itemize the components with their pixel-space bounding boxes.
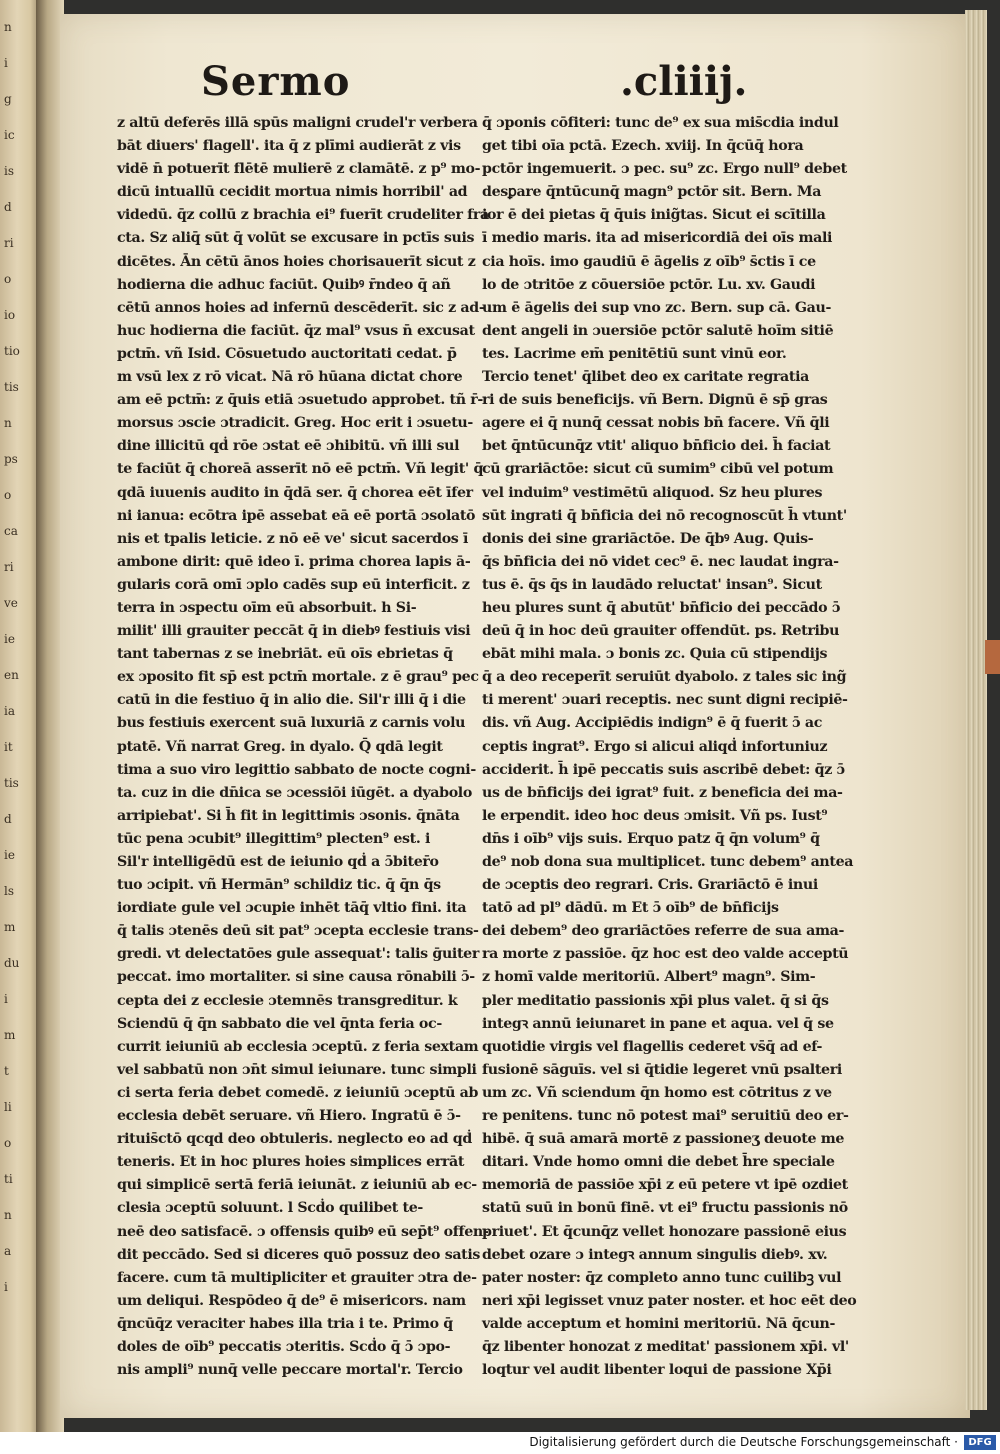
text-line: de⁹ nob dona sua multiplicet. tunc debem⁹ antea <box>482 854 854 870</box>
text-line: q̄ncūq̄z veraciter habes illa tria i te. Primo q̄ <box>117 1315 453 1332</box>
text-line: lo de ɔtritōe z cōuersiōe pctōr. Lu. xv. Gaudi <box>482 276 816 293</box>
left-page-fragment: i <box>4 56 8 70</box>
text-line: qdā iuuenis audito in q̄dā ser. q̄ chorea eēt īfer <box>117 484 473 501</box>
text-line: tūc pena ɔcubit⁹ illegittim⁹ plecten⁹ est. i <box>117 830 431 847</box>
left-page-fragment: d <box>4 200 12 214</box>
text-line: quotidie virgis vel flagellis cederet vs̄q̄ ad ef- <box>482 1038 823 1055</box>
left-page-fragment: ti <box>4 1172 13 1186</box>
text-line: catū in die festiuo q̄ in alio die. Sil'r illi q̄ i die <box>117 692 466 709</box>
text-line: terra in ɔspectu oīm eū absorbuit. h Si- <box>117 599 417 616</box>
left-page-fragment: o <box>4 1136 12 1150</box>
text-line: dicū intuallū cecidit mortua nimis horribil' ad <box>117 184 468 201</box>
text-line: dis. vñ Aug. Accipiēdis indign⁹ ē q̄ fuerit ɔ̄ ac <box>482 715 823 732</box>
text-line: desꝑare q̄ntūcunq̄ magn⁹ pctōr sit. Bern. Ma <box>482 184 822 201</box>
text-line: valde acceptum et homini meritoriū. Nā q̄cun- <box>482 1315 836 1332</box>
text-line: peccat. imo mortaliter. si sine causa rōnabili ɔ̄- <box>117 969 475 986</box>
text-line: fusionē sāguīs. vel si q̄tidie legeret vnū psalteri <box>482 1061 842 1078</box>
text-line: donis dei sine grariāctōe. De q̄bꝰ Aug. Quis- <box>482 530 814 547</box>
text-column-left <box>117 112 489 1382</box>
text-line: qui simplicē sertā feriā ieiunāt. z ieiuniū ab ec- <box>117 1177 477 1194</box>
text-line: q̄ a deo receperīt seruiūt dyabolo. z tales sic ing̃ <box>482 669 847 686</box>
left-page-fragment: tio <box>4 344 20 358</box>
text-line: rituis̄ctō qcqd deo obtuleris. neglecto eo ad qḋ <box>117 1131 472 1148</box>
left-page-fragment: ls <box>4 884 14 898</box>
text-line: videdū. q̄z collū z brachia ei⁹ fuerīt crudeliter fra <box>117 207 489 224</box>
left-page-fragment: tis <box>4 380 19 394</box>
text-line: ambone dirit: quē ideo ī. prima chorea lapis ā- <box>117 553 471 570</box>
left-page-fragment: is <box>4 164 14 178</box>
text-line: clesia ɔceptū soluunt. l Scḋo quilibet te- <box>117 1200 423 1217</box>
text-line: dei debem⁹ deo grariāctōes referre de sua ama- <box>482 923 844 940</box>
left-page-fragment: ps <box>4 452 18 466</box>
dfg-logo: DFG <box>964 1435 996 1450</box>
text-line: tima a suo viro legittio sabbato de nocte cogni- <box>117 761 476 778</box>
text-line: re penitens. tunc nō potest mai⁹ seruitiū deo er- <box>482 1108 849 1125</box>
text-line: Sciendū q̄ q̄n sabbato die vel q̄nta feria oc- <box>117 1015 442 1032</box>
left-page-fragment: ia <box>4 704 15 718</box>
text-line: gularis corā omī ɔplo cadēs sup eū interficit. z <box>117 576 470 593</box>
text-line: agere ei q̄ nunq̄ cessat nobis bn̄ facere. Vñ q̄li <box>482 415 830 432</box>
text-line: vel sabbatū non ɔn̄t simul ieiunare. tunc simpli <box>117 1061 477 1078</box>
text-line: debet ozare ɔ integꝛ annum singulis diebꝰ. xv. <box>482 1246 828 1263</box>
text-line: ptatē. Vñ narrat Greg. in dyalo. Q̄ qdā legit <box>117 738 443 755</box>
text-line: Sil'r intelligēdū est de ieiunio qḋ a ɔ̄biter̄o <box>117 854 439 870</box>
left-page-fragment: io <box>4 308 16 322</box>
page-edges <box>965 10 987 1410</box>
text-line: neri xp̄i legisset vnuz pater noster. et hoc eēt deo <box>482 1292 857 1309</box>
text-column-right <box>482 112 857 1382</box>
left-facing-page <box>0 0 38 1432</box>
left-page-fragment: d <box>4 812 12 826</box>
text-line: dn̄s i oīb⁹ vijs suis. Erquo patz q̄ q̄n volum⁹ q̄ <box>482 830 820 847</box>
left-page-fragment: ie <box>4 632 15 646</box>
text-line: m vsū lex z rō vicat. Nā rō hūana dictat chore <box>117 369 463 386</box>
text-line: q̄z libenter honozat z meditat' passionem xp̄i. vl' <box>482 1338 849 1355</box>
text-line: iordiate gule vel ɔcupie inhēt tāq̄ vltio fini. ita <box>117 900 467 917</box>
text-line: neē deo satisfacē. ɔ offensis quibꝰ eū sep̄t⁹ offen- <box>117 1223 489 1240</box>
text-line: hibē. q̄ suā amarā mortē z passioneʒ deuote me <box>482 1131 845 1148</box>
text-line: nis ampli⁹ nunq̄ velle peccare mortal'r. Tercio <box>117 1362 463 1379</box>
text-line: ecclesia debēt seruare. vñ Hiero. Ingratū ē ɔ̄- <box>117 1108 461 1125</box>
text-line: cū grariāctōe: sicut cū sumim⁹ cibū vel potum <box>482 461 834 478</box>
text-line: dit peccādo. Sed si diceres quō possuz deo satis <box>117 1246 481 1263</box>
text-line: us de bn̄ficijs dei igrat⁹ fuit. z beneficia dei ma- <box>482 784 843 801</box>
text-line: ti merent' ɔuari receptis. nec sunt digni recipiē- <box>482 692 848 709</box>
text-line: gredi. vt delectatōes gule assequat': talis ḡuiter <box>117 946 479 963</box>
text-line: integꝛ annū ieiunaret in pane et aqua. vel q̄ se <box>482 1015 834 1032</box>
text-line: um zc. Vñ sciendum q̄n homo est cōtritus z ve <box>482 1084 832 1101</box>
text-line: acciderit. h̄ ipē peccatis suis ascribē debet: q̄z ɔ̄ <box>482 761 845 778</box>
text-line: vidē n̄ potuerīt flētē mulierē z clamātē. z p⁹ mo- <box>117 161 481 178</box>
text-line: ta. cuz in die dn̄ica se ɔcessiōi iūgēt. a dyabolo <box>117 784 472 801</box>
text-line: doles de oīb⁹ peccatis ɔteritis. Scḋo q̄ ɔ̄ ɔpo- <box>117 1338 451 1355</box>
text-line: le erpendit. ideo hoc deus ɔmisit. Vñ ps. Iust⁹ <box>482 807 828 824</box>
text-line: de ɔceptis deo regrari. Cris. Grariāctō ē inui <box>482 877 818 894</box>
text-line: deū q̄ in hoc deū grauiter offendūt. ps. Retribu <box>482 623 840 640</box>
text-line: ni ianua: ecōtra ipē assebat eā eē portā ɔsolatō <box>117 507 476 524</box>
text-line: sūt ingrati q̄ bn̄ficia dei nō recognoscūt h̄ vtunt' <box>482 507 847 524</box>
text-line: cta. Sz aliq̄ sūt q̄ volūt se excusare in pctīs suis <box>117 230 475 247</box>
text-line: nis et tpalis leticie. z nō eē ve' sicut sacerdos ī <box>117 530 469 547</box>
bookmark-tab <box>985 640 1000 674</box>
text-line: pctm̄. vñ Isid. Cōsuetudo auctoritati cedat. p̄ <box>117 345 457 362</box>
text-line: ci serta feria debet comedē. z ieiuniū ɔceptū ab <box>117 1084 479 1101</box>
left-page-fragment: a <box>4 1244 12 1258</box>
left-page-fragment: m <box>4 920 16 934</box>
text-line: milit' illi grauiter peccāt q̄ in diebꝰ festiuis visi <box>117 623 471 640</box>
left-page-fragment: ca <box>4 524 18 538</box>
text-line: z altū deferēs illā spūs maligni crudel'r verbera <box>117 115 478 131</box>
left-page-fragment: du <box>4 956 20 970</box>
left-page-fragment: m <box>4 1028 16 1042</box>
left-page-fragment: en <box>4 668 19 682</box>
text-line: pater noster: q̄z completo anno tunc cuilibꝫ vul <box>482 1269 842 1286</box>
text-line: ī medio maris. ita ad misericordiā dei oīs mali <box>482 230 833 247</box>
footer-bar <box>0 1432 1000 1454</box>
text-line: bus festiuis exercent suā luxuriā z carnis volu <box>117 715 466 732</box>
left-page-fragment: n <box>4 20 12 34</box>
text-line: ior ē dei pietas q̄ q̄uis inig̃tas. Sicut ei scītilla <box>482 207 826 224</box>
left-page-fragment: o <box>4 272 12 286</box>
text-line: Tercio tenet' q̄libet deo ex caritate regratia <box>482 369 809 386</box>
text-line: dine illicitū qḋ rōe ɔstat eē ɔhibitū. vñ illi sul <box>117 438 460 455</box>
text-line: ra morte z passiōe. q̄z hoc est deo valde acceptū <box>482 946 849 963</box>
text-line: dicētes. Ān cētū ānos hoies chorisauerīt sicut z <box>117 253 476 270</box>
text-line: heu plures sunt q̄ abutūt' bn̄ficio dei peccādo ɔ̄ <box>482 599 841 616</box>
folio-number: .cliiij. <box>620 58 748 105</box>
text-line: cētū annos hoies ad infernū descēderīt. sic z ad- <box>117 299 485 316</box>
left-page-fragment: n <box>4 1208 12 1222</box>
left-page-fragment: tis <box>4 776 19 790</box>
text-line: q̄ ɔponis cōfiteri: tunc de⁹ ex sua mis̄cdia indul <box>482 115 839 131</box>
text-line: am eē pctm̄: z q̄uis etiā ɔsuetudo approbet. tñ r̄- <box>117 392 483 409</box>
text-line: huc hodierna die faciūt. q̄z mal⁹ vsus n̄ excusat <box>117 322 475 339</box>
text-line: tant tabernas z se inebriāt. eū oīs ebrietas q̄ <box>117 646 453 663</box>
text-line: statū suū in bonū finē. vt ei⁹ fructu passionis nō <box>482 1200 848 1217</box>
text-line: um deliqui. Respōdeo q̄ de⁹ ē misericors. nam <box>117 1292 466 1309</box>
left-page-fragment: o <box>4 488 12 502</box>
left-page-fragment: n <box>4 416 12 430</box>
text-line: teneris. Et in hoc plures hoies simplices errāt <box>117 1154 465 1171</box>
left-page-fragment: ie <box>4 848 15 862</box>
text-line: ri de suis beneficijs. vñ Bern. Dignū ē sp̄ gras <box>482 392 828 409</box>
text-line: morsus ɔscie ɔtradicit. Greg. Hoc erit i ɔsuetu- <box>117 415 473 432</box>
left-page-fragment: ve <box>4 596 18 610</box>
text-line: z homī valde meritoriū. Albert⁹ magn⁹. Sim- <box>482 969 816 986</box>
left-page-fragment: it <box>4 740 13 754</box>
left-page-fragment: g <box>4 92 12 106</box>
left-page-fragment: ri <box>4 560 14 574</box>
text-line: hodierna die adhuc faciūt. Quibꝰ r̄ndeo q̄ añ <box>117 276 451 293</box>
text-line: arripiebat'. Si h̄ fit in legittimis ɔsonis. q̄nāta <box>117 807 460 824</box>
text-line: q̄s bn̄ficia dei nō videt cec⁹ ē. nec laudat ingra- <box>482 553 839 570</box>
text-line: ebāt mihi mala. ɔ bonis zc. Quia cū stipendijs <box>482 646 828 663</box>
left-page-fragment: i <box>4 992 8 1006</box>
text-line: ditari. Vnde homo omni die debet h̄re speciale <box>482 1154 835 1171</box>
text-line: q̄ talis ɔtenēs deū sit pat⁹ ɔcepta ecclesie trans- <box>117 923 479 940</box>
funding-credit: Digitalisierung gefördert durch die Deutsche Forschungsgemeinschaft · <box>529 1435 958 1449</box>
text-line: memoriā de passiōe xp̄i z eū petere vt ipē ozdiet <box>482 1177 848 1194</box>
text-line: dent angeli in ɔuersiōe pctōr salutē hoīm sitiē <box>482 322 834 339</box>
text-line: bet q̄ntūcunq̄z vtit' aliquo bn̄ficio dei. h̄ faciat <box>482 438 831 455</box>
text-line: tes. Lacrime em̄ penitētiū sunt vinū eor. <box>482 345 787 362</box>
left-page-fragment: t <box>4 1064 9 1078</box>
running-head-title: Sermo <box>201 58 351 105</box>
text-line: cepta dei z ecclesie ɔtemnēs transgreditur. k <box>117 992 458 1009</box>
text-line: cia hoīs. imo gaudiū ē āgelis z oīb⁹ s̄ctis ī ce <box>482 253 816 270</box>
text-line: um ē āgelis dei sup vno zc. Bern. sup cā. Gau- <box>482 299 832 316</box>
text-line: bāt diuers' flagell'. ita q̄ z plīmi audierāt z vis <box>117 138 461 155</box>
text-line: tuo ɔcipit. vñ Hermān⁹ schildiz tic. q̄ q̄n q̄s <box>117 877 441 894</box>
text-line: loqtur vel audit libenter loqui de passione Xp̄i <box>482 1362 832 1379</box>
text-line: get tibi oīa pctā. Ezech. xviij. In q̄cūq̄ hora <box>482 138 804 155</box>
text-line: ex ɔposito fit sp̄ est pctm̄ mortale. z ē grau⁹ pec <box>117 669 479 686</box>
text-line: te faciūt q̄ choreā asserīt nō eē pctm̄. Vñ legit' q̄ <box>117 461 484 478</box>
text-line: tatō ad pl⁹ dādū. m Et ɔ̄ oīb⁹ de bn̄ficijs <box>482 900 779 917</box>
left-page-fragment: i <box>4 1280 8 1294</box>
text-line: pctōr ingemuerit. ɔ pec. su⁹ zc. Ergo null⁹ debet <box>482 161 847 178</box>
text-line: currit ieiuniū ab ecclesia ɔceptū. z feria sextam <box>117 1038 479 1055</box>
text-line: ceptis ingrat⁹. Ergo si alicui aliqḋ infortuniuz <box>482 738 828 755</box>
left-page-fragment: li <box>4 1100 12 1114</box>
text-line: tus ē. q̄s q̄s in laudādo reluctat' insan⁹. Sicut <box>482 576 822 593</box>
text-line: vel induim⁹ vestimētū aliquod. Sz heu plures <box>482 484 823 501</box>
text-line: facere. cum tā multipliciter et grauiter ɔtra de- <box>117 1269 477 1286</box>
left-page-fragment: ri <box>4 236 14 250</box>
text-line: priuet'. Et q̄cunq̄z vellet honozare passionē eius <box>482 1223 847 1240</box>
text-line: pler meditatio passionis xp̄i plus valet. q̄ si q̄s <box>482 992 829 1009</box>
left-page-fragment: ic <box>4 128 15 142</box>
